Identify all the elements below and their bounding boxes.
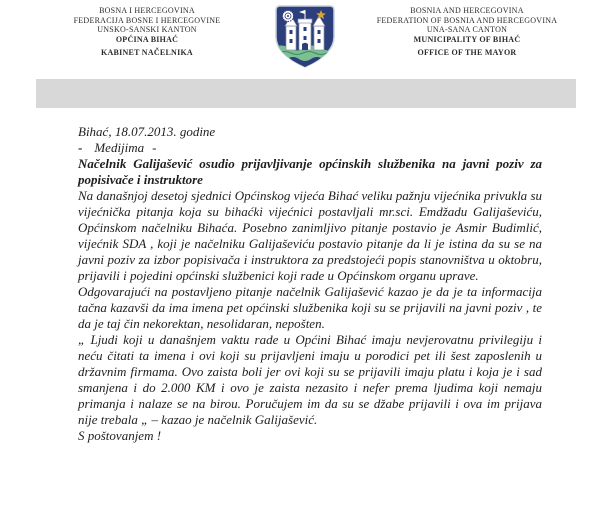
letterhead-line-country-en: BOSNIA AND HERCEGOVINA [410,6,524,15]
letter-paragraph-3: „ Ljudi koji u današnjem vaktu rade u Općini Bihać imaju nevjerovatnu privilegiju i neću čitati ta imena i ovi koji su prijavljeni imaju u porodici pet ili šest zaposlenih u državnim firmama. Ovo zaista boli jer ovi koji su se prijavili imaju platu i koja je i sad smanjena i do 2.000 KM i ovo je zaista nezasito i nefer prema ljudima koji nemaju primanja i nalaze se na birou. Poručujem im da su se džabe prijavili i ova im prijava nije trebala „ – kazao je načelnik Galijašević. [78,332,542,427]
addressee-dash-left: - [78,140,83,155]
letter-paragraph-2: Odgovarajući na postavljeno pitanje načelnik Galijašević kazao je da je ta informacija tačna kazavši da ima imena pet općinski službenika koji su se prijavili na javni poziv , te da je taj čin nekorektan, nesolidaran, nepošten. [78,284,542,331]
closing-salutation: S poštovanjem ! [78,428,162,443]
letter-body [78,124,542,444]
addressee-line [78,140,542,156]
letterhead-left-block [38,6,256,58]
letter-paragraph-1: Na današnjoj desetoj sjednici Općinskog vijeća Bihać veliku pažnju vijećnika privukla su vijećnička pitanja koja su bihaćki vijećnici postavljali mr.sci. Emdžadu Galijaševiću, Općinskom načelniku Bihaća. Posebno zanimljivo pitanje postavio je Asmir Budimlić, vijećnik SDA , koji je načelniku Galijaševiću postavio pitanje da li je istina da su se na javni poziv za izbor popisivača i instruktora za predstojeći popis stanovništva u oktobru, prijavili i pojedini općinski službenici koji rade u Općinskom organu uprave. [78,188,542,283]
letterhead-line-office-bs: KABINET NAČELNIKA [101,48,193,58]
letterhead-line-canton-bs: UNSKO-SANSKI KANTON [97,25,197,35]
letterhead-line-municipality-en: MUNICIPALITY OF BIHAĆ [413,34,521,44]
letter-headline: Načelnik Galijašević osudio prijavljivanje općinskih službenika na javni poziv za popisivače i instruktore [78,156,542,187]
letterhead-line-country-bs: BOSNA I HERCEGOVINA [99,6,195,15]
letterhead-line-municipality-bs: OPĆINA BIHAĆ [115,34,179,44]
letterhead-right-block [353,6,581,58]
letterhead-line-office-en: OFFICE OF THE MAYOR [417,48,517,58]
addressee-dash-right: - [152,140,157,155]
dateline: Bihać, 18.07.2013. godine [78,124,216,139]
letterhead-line-canton-en: UNA-SANA CANTON [426,25,508,35]
bihac-coat-of-arms-icon [273,3,337,70]
addressee-label: Medijima [94,140,145,155]
letterhead-line-federation-en: FEDERATION OF BOSNIA AND HERCEGOVINA [376,15,558,25]
redacted-contact-band [36,79,576,108]
letterhead-line-federation-bs: FEDERACIJA BOSNE I HERCEGOVINE [73,15,221,25]
